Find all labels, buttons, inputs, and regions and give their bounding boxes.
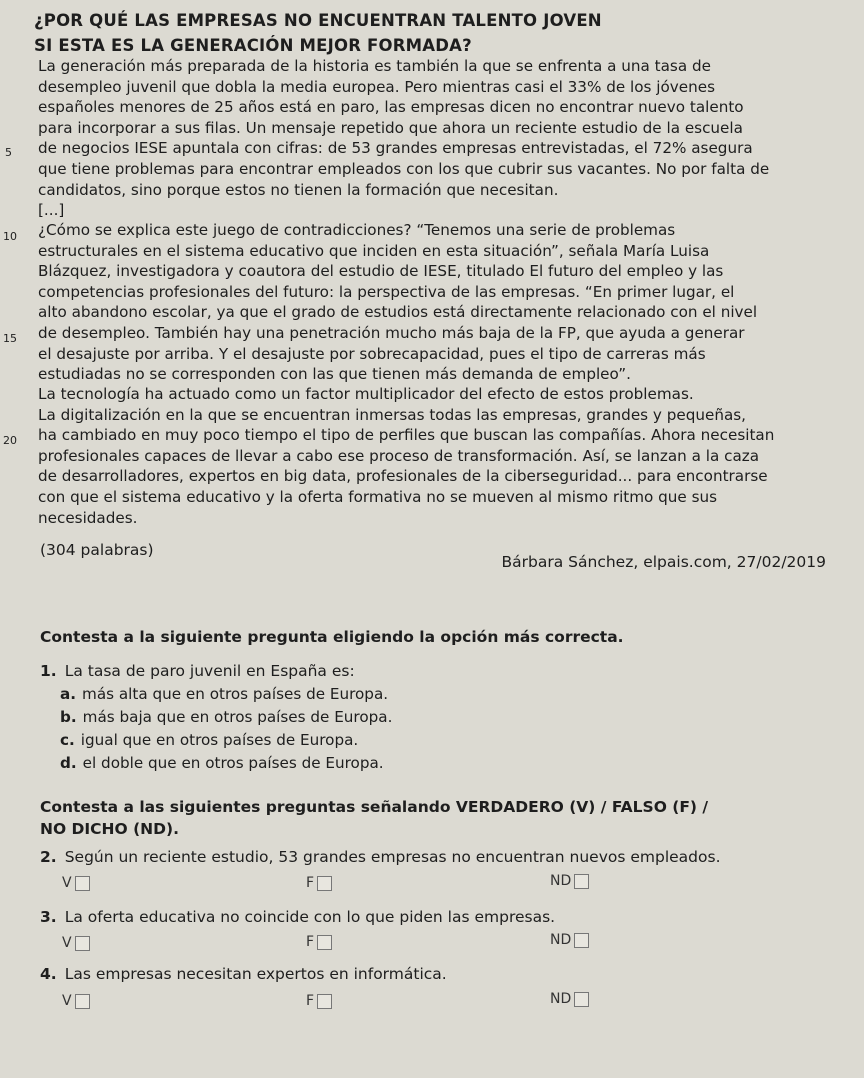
text-line: que tiene problemas para encontrar empleados con los que cubrir sus vacantes. No por falta de <box>38 159 770 178</box>
text-line: La generación más preparada de la historia es también la que se enfrenta a una tasa de <box>38 57 711 75</box>
option-a[interactable] <box>60 685 388 703</box>
question-number: 3. <box>40 908 57 926</box>
checkbox[interactable] <box>75 876 90 891</box>
line-number-15: 15 <box>3 332 17 345</box>
q4-true-choice[interactable] <box>62 993 90 1009</box>
option-text: más baja que en otros países de Europa. <box>82 708 393 726</box>
text-line: estudiadas no se corresponden con las que tienen más demanda de empleo”. <box>38 365 631 384</box>
nd-label: ND <box>550 873 572 889</box>
v-label: V <box>62 935 72 951</box>
question-number: 2. <box>40 848 57 866</box>
text-line: ha cambiado en muy poco tiempo el tipo de perfiles que buscan las compañías. Ahora necesitan <box>38 426 775 445</box>
v-label: V <box>62 875 72 891</box>
checkbox[interactable] <box>574 874 589 889</box>
question-text: La tasa de paro juvenil en España es: <box>64 662 355 680</box>
q2-true-choice[interactable] <box>62 875 90 891</box>
option-text: el doble que en otros países de Europa. <box>82 754 384 772</box>
checkbox[interactable] <box>317 876 332 891</box>
line-number-5: 5 <box>5 146 12 159</box>
question-3 <box>40 908 555 926</box>
article-title <box>34 8 834 58</box>
q2-false-choice[interactable] <box>306 875 332 891</box>
text-line: de negocios IESE apuntala con cifras: de 53 grandes empresas entrevistadas, el 72% asegura <box>38 139 753 158</box>
question-2 <box>40 848 721 866</box>
question-number: 1. <box>40 662 57 680</box>
option-text: igual que en otros países de Europa. <box>80 731 359 749</box>
article-paragraph-2 <box>38 220 838 385</box>
option-text: más alta que en otros países de Europa. <box>82 685 389 703</box>
article-source: Bárbara Sánchez, elpais.com, 27/02/2019 <box>501 553 826 571</box>
text-line: ¿Cómo se explica este juego de contradicciones? “Tenemos una serie de problemas <box>38 221 676 239</box>
title-line-1: ¿POR QUÉ LAS EMPRESAS NO ENCUENTRAN TALENTO JOVEN <box>34 11 602 30</box>
section-2-heading-line-1: Contesta a las siguientes preguntas señalando VERDADERO (V) / FALSO (F) / <box>40 798 709 816</box>
nd-label: ND <box>550 932 572 948</box>
question-number: 4. <box>40 965 57 983</box>
text-line: para incorporar a sus filas. Un mensaje repetido que ahora un reciente estudio de la escuela <box>38 118 743 137</box>
text-line: La tecnología ha actuado como un factor multiplicador del efecto de estos problemas. <box>38 385 694 403</box>
line-number-10: 10 <box>3 230 17 243</box>
text-line: competencias profesionales del futuro: la perspectiva de las empresas. “En primer lugar, el <box>38 282 735 301</box>
article-paragraph-1 <box>38 56 838 200</box>
f-label: F <box>306 934 315 950</box>
q3-true-choice[interactable] <box>62 935 90 951</box>
q4-false-choice[interactable] <box>306 993 332 1009</box>
q4-not-said-choice[interactable] <box>550 991 589 1007</box>
f-label: F <box>306 875 315 891</box>
text-line: profesionales capaces de llevar a cabo ese proceso de transformación. Así, se lanzan a la caza <box>38 446 760 465</box>
question-4 <box>40 965 447 983</box>
article-paragraph-3 <box>38 384 838 528</box>
option-c[interactable] <box>60 731 358 749</box>
text-line: españoles menores de 25 años está en paro, las empresas dicen no encontrar nuevo talento <box>38 98 744 117</box>
f-label: F <box>306 993 315 1009</box>
text-line: de desarrolladores, expertos en big data, profesionales de la ciberseguridad... para encontrarse <box>38 467 768 486</box>
section-2-heading-line-2: NO DICHO (ND). <box>40 820 179 838</box>
option-b[interactable] <box>60 708 392 726</box>
checkbox[interactable] <box>574 933 589 948</box>
nd-label: ND <box>550 991 572 1007</box>
checkbox[interactable] <box>75 994 90 1009</box>
line-number-20: 20 <box>3 434 17 447</box>
question-1 <box>40 662 355 680</box>
question-text: Las empresas necesitan expertos en informática. <box>64 965 447 983</box>
option-letter: a. <box>60 685 77 703</box>
ellipsis <box>38 200 838 221</box>
option-letter: b. <box>60 708 77 726</box>
q2-not-said-choice[interactable] <box>550 873 589 889</box>
checkbox[interactable] <box>75 936 90 951</box>
option-letter: c. <box>60 731 75 749</box>
section-1-heading: Contesta a la siguiente pregunta eligiendo la opción más correcta. <box>40 628 624 646</box>
checkbox[interactable] <box>574 992 589 1007</box>
text-line: de desempleo. También hay una penetración mucho más baja de la FP, que ayuda a generar <box>38 323 745 342</box>
q3-false-choice[interactable] <box>306 934 332 950</box>
text-line: con que el sistema educativo y la oferta formativa no se mueven al mismo ritmo que sus <box>38 487 718 506</box>
text-line: necesidades. <box>38 508 138 527</box>
text-line: desempleo juvenil que dobla la media europea. Pero mientras casi el 33% de los jóvenes <box>38 77 715 96</box>
section-2-heading <box>40 796 708 840</box>
word-count: (304 palabras) <box>40 541 154 559</box>
question-text: La oferta educativa no coincide con lo que piden las empresas. <box>64 908 556 926</box>
title-line-2: SI ESTA ES LA GENERACIÓN MEJOR FORMADA? <box>34 36 472 55</box>
checkbox[interactable] <box>317 935 332 950</box>
question-text: Según un reciente estudio, 53 grandes empresas no encuentran nuevos empleados. <box>64 848 721 866</box>
ellipsis-text: [...] <box>38 201 65 219</box>
option-letter: d. <box>60 754 77 772</box>
text-line: Blázquez, investigadora y coautora del estudio de IESE, titulado El futuro del empleo y las <box>38 262 724 281</box>
text-line: estructurales en el sistema educativo que inciden en esta situación”, señala María Luisa <box>38 241 710 260</box>
text-line: alto abandono escolar, ya que el grado de estudios está directamente relacionado con el nivel <box>38 303 758 322</box>
option-d[interactable] <box>60 754 384 772</box>
v-label: V <box>62 993 72 1009</box>
text-line: el desajuste por arriba. Y el desajuste por sobrecapacidad, pues el tipo de carreras más <box>38 344 706 363</box>
checkbox[interactable] <box>317 994 332 1009</box>
text-line: candidatos, sino porque estos no tienen la formación que necesitan. <box>38 180 559 199</box>
text-line: La digitalización en la que se encuentran inmersas todas las empresas, grandes y pequeñas, <box>38 405 746 424</box>
q3-not-said-choice[interactable] <box>550 932 589 948</box>
